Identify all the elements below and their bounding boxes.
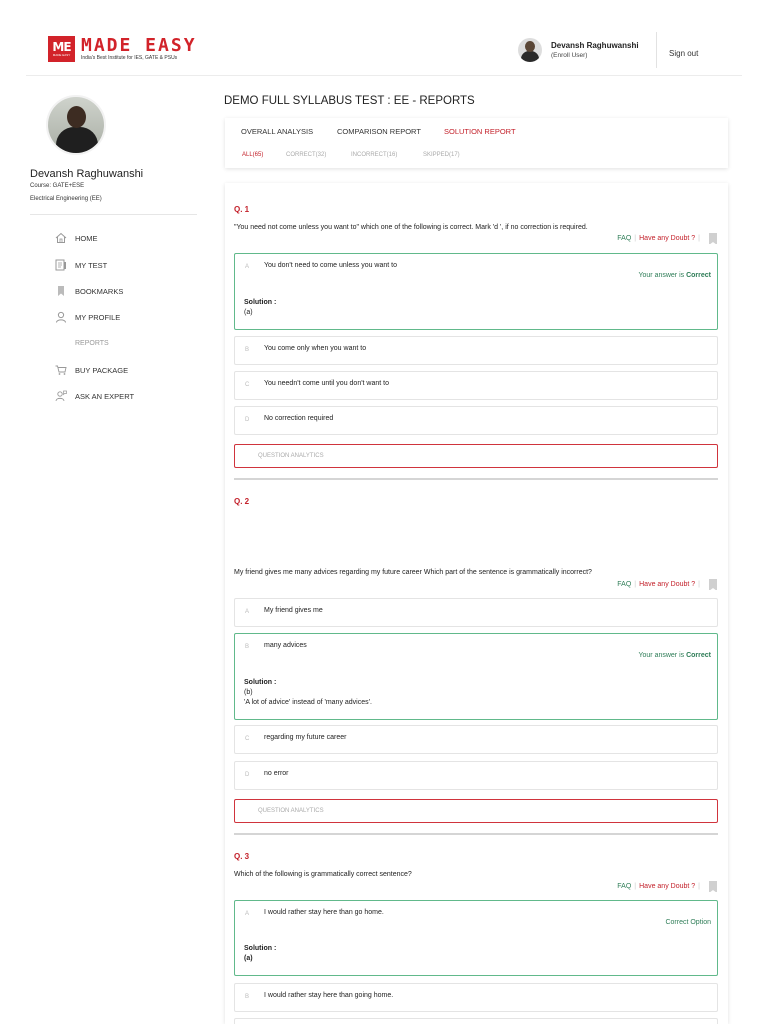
question-text: Which of the following is grammatically correct sentence? (234, 871, 412, 878)
bookmark-icon[interactable] (709, 579, 717, 590)
option-letter: A (245, 264, 250, 270)
sidebar-item-label: MY TEST (75, 260, 108, 270)
brand-logo[interactable] (48, 36, 197, 62)
option-letter: B (245, 347, 250, 353)
expert-icon (54, 389, 68, 403)
faq-link[interactable]: FAQ (617, 883, 632, 890)
answer-status-prefix: Your answer is (638, 272, 685, 279)
option-text: no error (264, 770, 289, 777)
report-tabs-card (225, 118, 728, 168)
option-letter: C (245, 736, 250, 742)
question-number: Q. 1 (234, 205, 250, 214)
logo-tagline: India's Best Institute for IES, GATE & PSUs (81, 54, 178, 61)
option[interactable] (234, 598, 718, 627)
question-divider (234, 478, 718, 480)
solution-title: Solution : (244, 299, 277, 306)
solution-title: Solution : (244, 679, 277, 686)
question-tools (617, 233, 717, 244)
sidebar-item-label: BOOKMARKS (75, 286, 124, 296)
logo-text (81, 34, 197, 62)
solution-text: (a) (244, 309, 253, 316)
blank-icon (54, 336, 68, 350)
bookmark-icon[interactable] (709, 881, 717, 892)
profile-course: Course: GATE+ESE (30, 183, 85, 189)
sidebar-item-home[interactable] (54, 230, 98, 246)
option[interactable] (234, 406, 718, 435)
sidebar-item-label: ASK AN EXPERT (75, 391, 135, 401)
option[interactable] (234, 983, 718, 1012)
option[interactable] (234, 725, 718, 754)
question-text: My friend gives me many advices regarding my future career Which part of the sentence is grammatically incorrect? (234, 569, 592, 576)
option-correct[interactable] (234, 900, 718, 976)
answer-status-value: Correct (686, 652, 711, 659)
option-letter: C (245, 382, 250, 388)
avatar (518, 38, 542, 62)
question-number: Q. 2 (234, 497, 250, 506)
question-tools (617, 579, 717, 590)
option-letter: D (245, 417, 250, 423)
top-header (26, 28, 742, 76)
tools-separator: | (634, 235, 637, 242)
test-icon (54, 258, 68, 272)
logo-mark-letters: ME (52, 39, 71, 54)
option[interactable] (234, 1018, 718, 1024)
faq-link[interactable]: FAQ (617, 235, 632, 242)
filter-all[interactable]: ALL(65) (242, 152, 264, 158)
cart-icon (54, 363, 68, 377)
tab-solution-report[interactable]: SOLUTION REPORT (444, 127, 516, 136)
tools-separator: | (634, 883, 637, 890)
sidebar-item-my-profile[interactable] (54, 309, 120, 325)
profile-avatar (46, 95, 106, 155)
logo-name: MADE EASY (81, 34, 197, 56)
question-analytics-label: QUESTION ANALYTICS (258, 808, 324, 814)
option-text: No correction required (264, 415, 334, 422)
tab-overall-analysis[interactable]: OVERALL ANALYSIS (241, 127, 314, 136)
header-divider (656, 32, 657, 68)
sidebar-item-label: REPORTS (75, 339, 109, 347)
logo-mark-icon (48, 36, 75, 62)
tools-separator: | (698, 883, 700, 890)
filter-incorrect[interactable]: INCORRECT(16) (351, 152, 398, 158)
sidebar-item-my-test[interactable] (54, 257, 107, 273)
page-title: DEMO FULL SYLLABUS TEST : EE - REPORTS (224, 95, 475, 107)
option[interactable] (234, 761, 718, 790)
doubt-link[interactable]: Have any Doubt ? (639, 235, 696, 242)
signout-link[interactable]: Sign out (669, 49, 699, 58)
sidebar-divider (30, 214, 197, 215)
answer-status (638, 652, 711, 659)
answer-status (638, 272, 711, 279)
question-text: "You need not come unless you want to" which one of the following is correct. Mark 'd ', if no correction is required. (234, 224, 588, 231)
tools-separator: | (634, 581, 637, 588)
sidebar-item-bookmarks[interactable] (54, 283, 123, 299)
tools-separator: | (698, 581, 700, 588)
doubt-link[interactable]: Have any Doubt ? (639, 581, 696, 588)
faq-link[interactable]: FAQ (617, 581, 632, 588)
solution-text: (a) (244, 955, 253, 962)
sidebar-item-ask-expert[interactable] (54, 388, 134, 404)
option-text: You come only when you want to (264, 345, 367, 352)
tools-separator: | (698, 235, 700, 242)
option-text: My friend gives me (264, 607, 323, 614)
header-user-role: (Enroll User) (551, 52, 588, 59)
answer-status-prefix: Your answer is (638, 652, 685, 659)
option-letter: B (245, 644, 250, 650)
profile-name: Devansh Raghuwanshi (30, 168, 144, 180)
question-analytics-button[interactable] (234, 799, 718, 823)
profile-branch: Electrical Engineering (EE) (30, 196, 102, 202)
solutions-card (225, 183, 728, 1024)
option-text: You needn't come until you don't want to (264, 380, 390, 387)
question-analytics-label: QUESTION ANALYTICS (258, 453, 324, 459)
option-letter: B (245, 994, 250, 1000)
option-letter: A (245, 609, 250, 615)
answer-status-value: Correct (686, 272, 711, 279)
option-text: I would rather stay here than going home. (264, 992, 394, 999)
option[interactable] (234, 371, 718, 400)
sidebar-item-reports[interactable] (54, 335, 109, 351)
bookmark-icon (54, 284, 68, 298)
home-icon (54, 231, 68, 245)
bookmark-icon[interactable] (709, 233, 717, 244)
option-text: regarding my future career (264, 734, 347, 741)
question-divider (234, 833, 718, 835)
option-text: You don't need to come unless you want to (264, 262, 398, 269)
sidebar-item-label: MY PROFILE (75, 312, 121, 322)
option-text: I would rather stay here than go home. (264, 909, 384, 916)
logo-mark-subtext: MADE EASY (52, 52, 71, 57)
filter-correct[interactable]: CORRECT(32) (286, 152, 327, 158)
tab-comparison-report[interactable]: COMPARISON REPORT (337, 127, 421, 136)
option-letter: D (245, 772, 250, 778)
question-tools (617, 881, 717, 892)
solution-text: 'A lot of advice' instead of 'many advices'. (244, 699, 372, 706)
solution-text: (b) (244, 689, 253, 696)
header-user-name: Devansh Raghuwanshi (551, 41, 639, 50)
header-user-text (551, 40, 639, 60)
user-icon (54, 310, 68, 324)
solution-title: Solution : (244, 945, 277, 952)
option-text: many advices (264, 642, 307, 649)
question-analytics-button[interactable] (234, 444, 718, 468)
question-number: Q. 3 (234, 852, 250, 861)
doubt-link[interactable]: Have any Doubt ? (639, 883, 696, 890)
option-letter: A (245, 911, 250, 917)
option-correct[interactable] (234, 633, 718, 720)
header-user[interactable] (518, 38, 639, 62)
sidebar-item-label: BUY PACKAGE (75, 365, 129, 375)
filter-skipped[interactable]: SKIPPED(17) (423, 152, 460, 158)
option[interactable] (234, 336, 718, 365)
sidebar-item-label: HOME (75, 233, 98, 243)
option-correct[interactable] (234, 253, 718, 330)
correct-option-label: Correct Option (665, 919, 711, 926)
sidebar-item-buy-package[interactable] (54, 362, 128, 378)
